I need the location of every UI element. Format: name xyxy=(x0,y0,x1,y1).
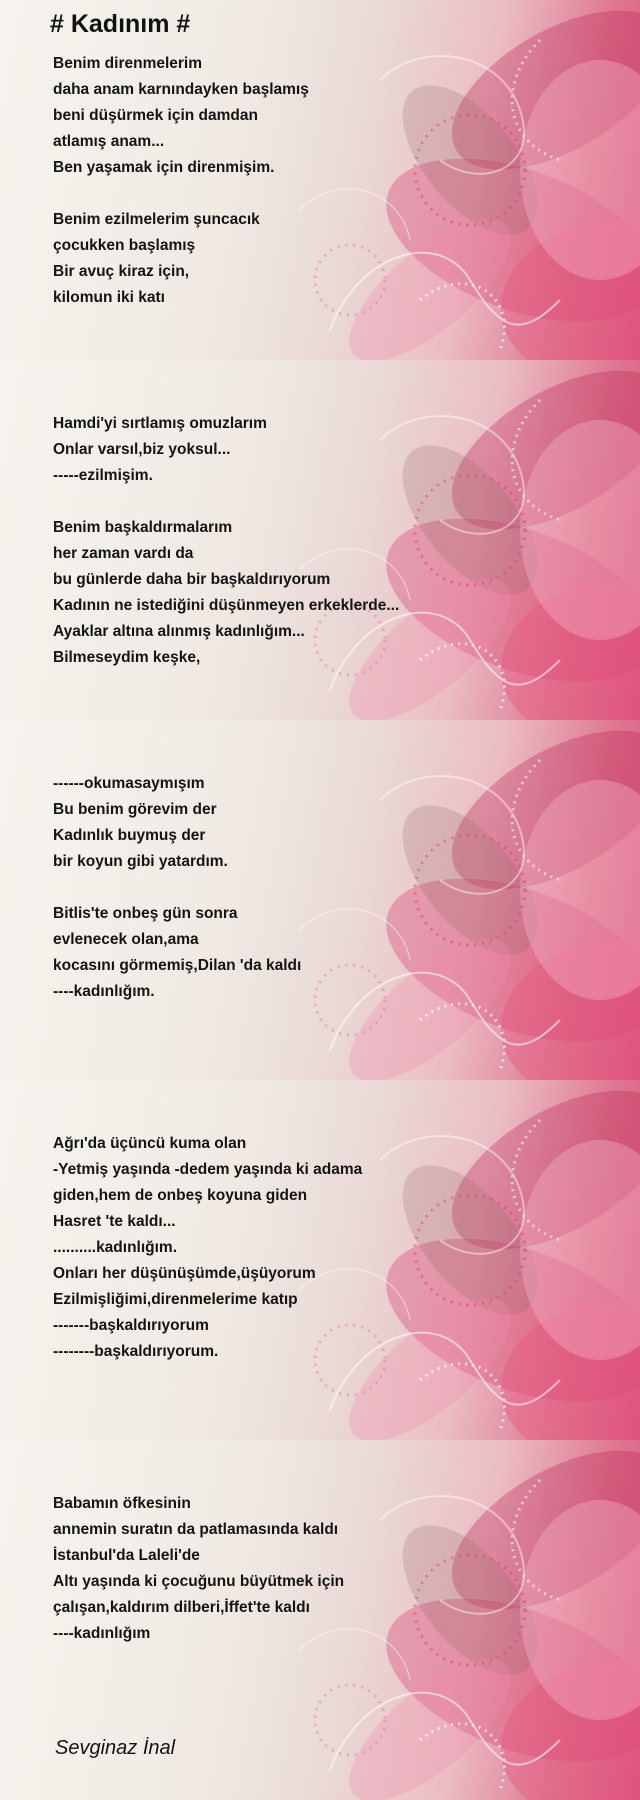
poem-title: # Kadınım # xyxy=(50,10,191,38)
poem-stanza xyxy=(53,207,260,311)
poem-line: Bu benim görevim der xyxy=(53,801,217,818)
poem-line: Ağrı'da üçüncü kuma olan xyxy=(53,1135,247,1152)
poem-author: Sevginaz İnal xyxy=(55,1737,176,1759)
poem-stanza xyxy=(53,51,309,181)
poem-line: Ben yaşamak için direnmişim. xyxy=(53,159,275,176)
poem-line: --------başkaldırıyorum. xyxy=(53,1343,219,1360)
poem-line: ----kadınlığım xyxy=(53,1625,151,1642)
poem-line: bu günlerde daha bir başkaldırıyorum xyxy=(53,571,331,588)
poem-line: bir koyun gibi yatardım. xyxy=(53,853,228,870)
poem-line: Bilmeseydim keşke, xyxy=(53,649,201,666)
poem-line: Babamın öfkesinin xyxy=(53,1495,191,1512)
poem-line: Kadınlık buymuş der xyxy=(53,827,206,844)
poem-line: Onları her düşünüşümde,üşüyorum xyxy=(53,1265,316,1282)
poem-line: evlenecek olan,ama xyxy=(53,931,199,948)
poem-line: Ezilmişliğimi,direnmelerime katıp xyxy=(53,1291,298,1308)
poem-line: Benim direnmelerim xyxy=(53,55,203,72)
poem-line: Hasret 'te kaldı... xyxy=(53,1213,176,1230)
poem-line: Hamdi'yi sırtlamış omuzlarım xyxy=(53,415,267,432)
poem-line: Benim başkaldırmalarım xyxy=(53,519,233,536)
poem-line: -----ezilmişim. xyxy=(53,467,153,484)
poem-line: Altı yaşında ki çocuğunu büyütmek için xyxy=(53,1573,345,1590)
poem-stanza xyxy=(53,411,267,489)
poem-line: ------okumasaymışım xyxy=(53,775,205,792)
poem-line: Bir avuç kiraz için, xyxy=(53,263,190,280)
poem-line: Onlar varsıl,biz yoksul... xyxy=(53,441,231,458)
poem-line: -------başkaldırıyorum xyxy=(53,1317,209,1334)
poem-stanza xyxy=(53,901,301,1005)
poem-line: ----kadınlığım. xyxy=(53,983,155,1000)
poem-stanza xyxy=(53,771,228,875)
poem-stanza xyxy=(53,1491,344,1647)
poem-line: ..........kadınlığım. xyxy=(53,1239,178,1256)
poem-line: Benim ezilmelerim şuncacık xyxy=(53,211,260,228)
poem-line: giden,hem de onbeş koyuna giden xyxy=(53,1187,308,1204)
poem-line: çocukken başlamış xyxy=(53,237,196,254)
poem-line: çalışan,kaldırım dilberi,İffet'te kaldı xyxy=(53,1599,310,1616)
poem-line: kocasını görmemiş,Dilan 'da kaldı xyxy=(53,957,302,974)
poem-line: Ayaklar altına alınmış kadınlığım... xyxy=(53,623,305,640)
poem-line: -Yetmiş yaşında -dedem yaşında ki adama xyxy=(53,1161,363,1178)
poem-line: Bitlis'te onbeş gün sonra xyxy=(53,905,238,922)
poem-stanza xyxy=(53,515,399,671)
poem-line: beni düşürmek için damdan xyxy=(53,107,258,124)
poem-line: atlamış anam... xyxy=(53,133,165,150)
poem-line: Kadının ne istediğini düşünmeyen erkeklerde... xyxy=(53,597,400,614)
poem-stanza xyxy=(53,1131,362,1365)
poem-line: her zaman vardı da xyxy=(53,545,194,562)
poem-line: daha anam karnındayken başlamış xyxy=(53,81,309,98)
poem-line: kilomun iki katı xyxy=(53,289,165,306)
poem-line: annemin suratın da patlamasında kaldı xyxy=(53,1521,339,1538)
poem-line: İstanbul'da Laleli'de xyxy=(53,1547,200,1564)
